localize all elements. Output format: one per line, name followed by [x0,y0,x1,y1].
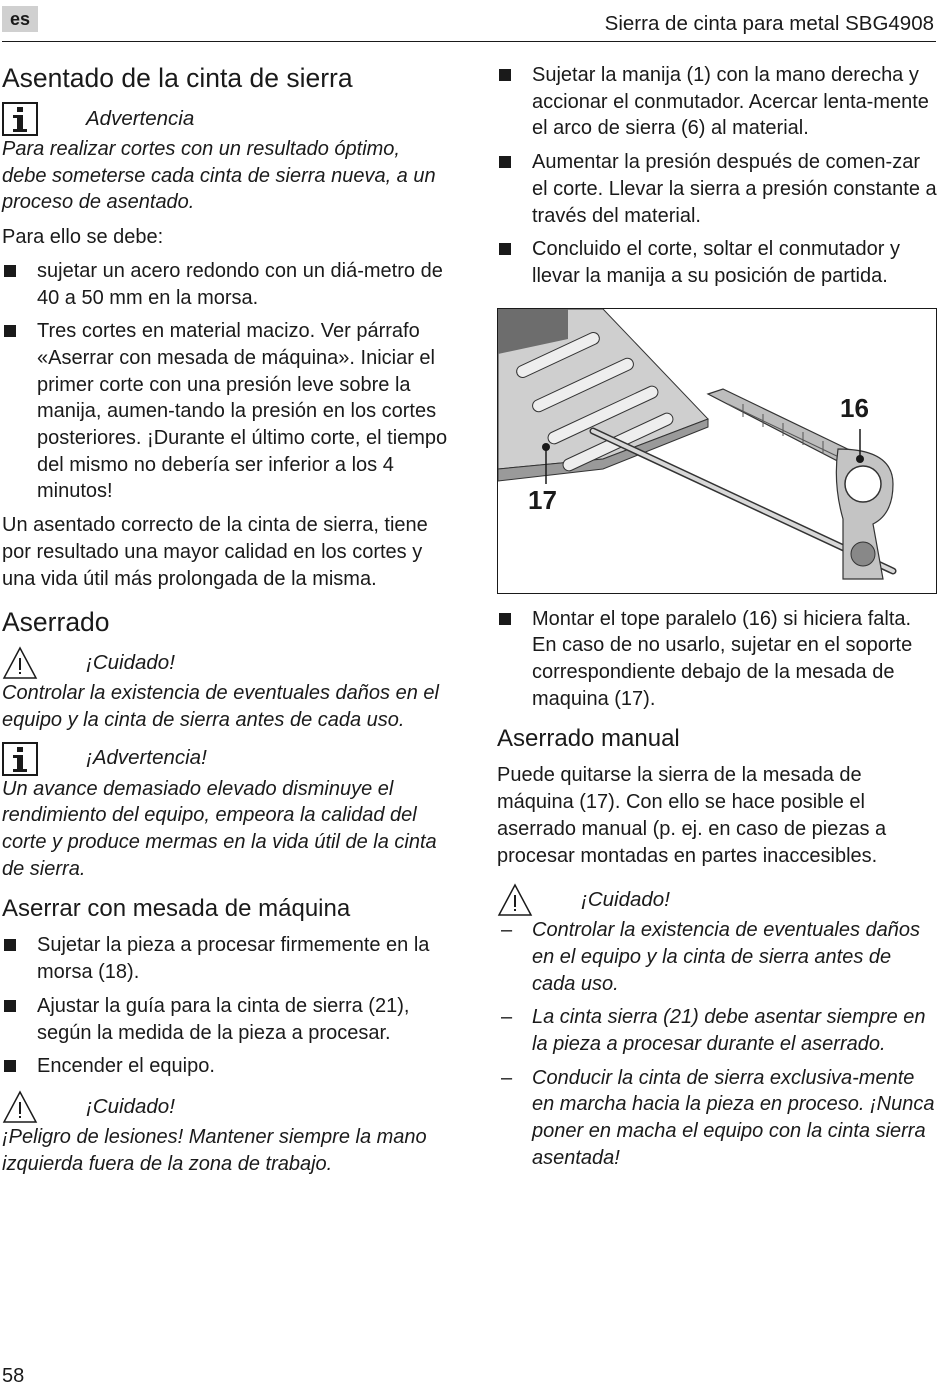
figure-label-16: 16 [840,392,869,423]
info-icon [2,102,38,136]
list-item: Tres cortes en material macizo. Ver párrafo «Aserrar con mesada de máquina». Iniciar el primer corte con una presión leve sobre la manija, aumen-tando la presión en los cortes posteriores. ¡Durante el último corte, el tiempo del mismo no debería ser inferior a los 4 minutos! [2,318,450,505]
dash-list-caution [497,917,937,1171]
list-item: sujetar un acero redondo con un diá-metro de 40 a 50 mm en la morsa. [2,258,450,311]
list-item: – Conducir la cinta de sierra exclusiva-mente en marcha hacia la pieza en proceso. ¡Nunca poner en macha el equipo con la cinta sierra asentada! [501,1066,935,1169]
info-icon [2,742,38,776]
language-tag: es [2,6,38,32]
list-item: – Controlar la existencia de eventuales daños en el equipo y la cinta de sierra antes de cada uso. [501,919,921,995]
notice-advertencia-1 [2,102,450,136]
list-item: Ajustar la guía para la cinta de sierra (21), según la medida de la pieza a procesar. [2,993,450,1046]
list-item: Sujetar la pieza a procesar firmemente en la morsa (18). [2,932,450,985]
notice-body: Para realizar cortes con un resultado óptimo, debe someterse cada cinta de sierra nueva, a un proceso de asentado. [2,138,436,214]
heading-asentado: Asentado de la cinta de sierra [2,63,353,93]
paragraph-manual: Puede quitarse la sierra de la mesada de máquina (17). Con ello se hace posible el aserrado manual (p. ej. en caso de piezas a procesar montadas en partes inaccesibles. [497,764,887,867]
list-item: Montar el tope paralelo (16) si hiciera falta. En caso de no usarlo, sujetar en el soporte correspondiente debajo de la mesada de maquina (17). [497,606,937,713]
caution-3 [497,883,937,917]
heading-aserrado-manual: Aserrado manual [497,725,680,753]
bullet-list-fence [497,606,937,713]
saw-drawing [498,309,936,593]
left-column [2,62,450,1185]
caution-label: ¡Cuidado! [86,650,175,674]
figure-label-17: 17 [528,484,557,515]
saw-illustration [497,308,937,594]
warning-triangle-icon [2,1090,38,1124]
header-rule [2,41,936,42]
document-title: Sierra de cinta para metal SBG4908 [604,12,934,35]
paragraph-outro: Un asentado correcto de la cinta de sierra, tiene por resultado una mayor calidad en los cortes y una vida útil más prolongada de la misma. [2,514,428,590]
list-item: Sujetar la manija (1) con la mano derecha y accionar el conmutador. Acercar lenta-mente el arco de sierra (6) al material. [497,62,937,142]
notice-body: Un avance demasiado elevado disminuye el rendimiento del equipo, empeora la calidad del corte y produce mermas en la vida útil de la cinta de sierra. [2,777,437,880]
bullet-list-asentado [2,258,450,505]
list-item: Encender el equipo. [2,1053,450,1080]
heading-aserrar-mesada: Aserrar con mesada de máquina [2,895,351,923]
heading-aserrado: Aserrado [2,607,110,638]
notice-label: Advertencia [86,106,195,130]
list-item: – La cinta sierra (21) debe asentar siempre en la pieza a procesar durante el aserrado. [501,1006,926,1056]
list-item: Concluido el corte, soltar el conmutador y llevar la manija a su posición de partida. [497,236,937,289]
caution-body: Controlar la existencia de eventuales daños en el equipo y la cinta de sierra antes de cada uso. [2,682,439,731]
caution-label: ¡Cuidado! [86,1094,175,1118]
paragraph-intro: Para ello se debe: [2,226,164,249]
bullet-list-procedure [497,62,937,290]
notice-label: ¡Advertencia! [86,746,207,770]
caution-1 [2,646,450,680]
warning-triangle-icon [2,646,38,680]
right-column [497,62,937,1179]
list-item: Aumentar la presión después de comen-zar el corte. Llevar la sierra a presión constante a través del material. [497,149,937,229]
bullet-list-mesada [2,932,450,1080]
page-number: 58 [2,1365,25,1387]
caution-body: ¡Peligro de lesiones! Mantener siempre la mano izquierda fuera de la zona de trabajo. [2,1125,427,1175]
warning-triangle-icon [497,883,533,917]
caution-label: ¡Cuidado! [581,887,670,911]
notice-advertencia-2 [2,742,450,776]
caution-2 [2,1090,450,1124]
